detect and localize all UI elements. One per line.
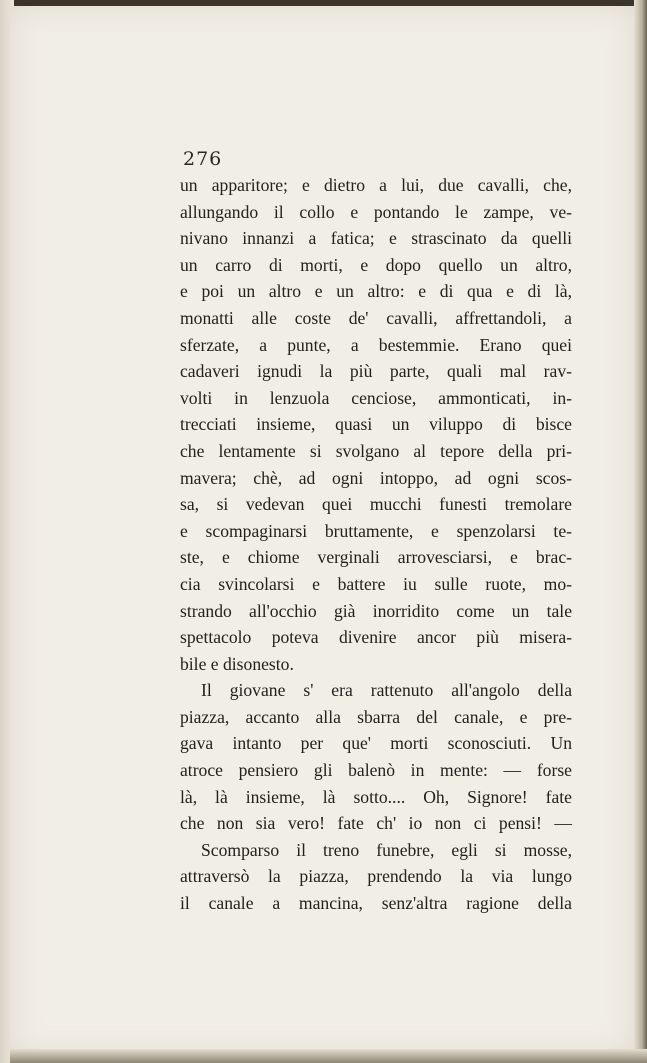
paragraph-start-line: Il giovane s' era rattenuto all'angolo della	[201, 680, 572, 701]
text-line: ste, e chiome verginali arrovesciarsi, e brac-	[180, 547, 572, 568]
text-line: atroce pensiero gli balenò in mente: — forse	[180, 760, 572, 781]
text-line: sa, si vedevan quei mucchi funesti tremolare	[180, 494, 572, 515]
text-line: mavera; chè, ad ogni intoppo, ad ogni scos-	[180, 467, 572, 488]
text-line: spettacolo poteva divenire ancor più misera-	[180, 627, 572, 648]
page-number: 276	[183, 148, 223, 170]
text-line: che lentamente si svolgano al tepore della pri-	[180, 440, 572, 461]
text-line: cia svincolarsi e battere iu sulle ruote, mo-	[180, 573, 572, 594]
text-line: e scompaginarsi bruttamente, e spenzolarsi te-	[180, 520, 572, 541]
text-line: volti in lenzuola cenciose, ammonticati, in-	[180, 387, 572, 408]
text-line: sferzate, a punte, a bestemmie. Erano quei	[180, 334, 572, 355]
text-line: che non sia vero! fate ch' io non ci pensi! —	[180, 813, 572, 834]
text-line: piazza, accanto alla sbarra del canale, e pre-	[180, 706, 572, 727]
text-line: il canale a mancina, senz'altra ragione della	[180, 893, 572, 914]
text-line: trecciati insieme, quasi un viluppo di bisce	[180, 414, 572, 435]
bottom-page-edge	[10, 1049, 647, 1063]
text-line: nivano innanzi a fatica; e strascinato da quelli	[180, 228, 572, 249]
text-line: allungando il collo e pontando le zampe, ve-	[180, 201, 572, 222]
text-line: là, là insieme, là sotto.... Oh, Signore! fate	[180, 786, 572, 807]
text-line: e poi un altro e un altro: e di qua e di là,	[180, 281, 572, 302]
text-line: cadaveri ignudi la più parte, quali mal rav-	[180, 361, 572, 382]
text-line: monatti alle coste de' cavalli, affrettandoli, a	[180, 307, 572, 328]
text-line: gava intanto per que' morti sconosciuti. Un	[180, 733, 572, 754]
paragraph-end-line: bile e disonesto.	[180, 653, 294, 674]
text-line: un carro di morti, e dopo quello un altro,	[180, 254, 572, 275]
text-line: un apparitore; e dietro a lui, due cavalli, che,	[180, 175, 572, 195]
right-page-edge	[634, 0, 647, 1063]
text-line: strando all'occhio già inorridito come un tale	[180, 600, 572, 621]
body-text	[180, 172, 572, 917]
text-line: attraversò la piazza, prendendo la via lungo	[180, 866, 572, 887]
paragraph-start-line: Scomparso il treno funebre, egli si mosse,	[201, 839, 572, 860]
